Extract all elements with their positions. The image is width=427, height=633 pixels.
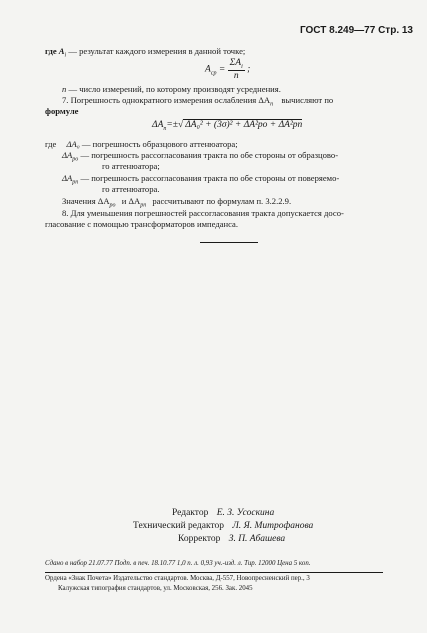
line-count-definition: n — число измерений, по которому производят усреднения. — [62, 84, 281, 94]
imprint-printer: Калужская типография стандартов, ул. Московская, 256. Зак. 2045 — [58, 585, 253, 592]
line-paragraph-8-cont: гласование с помощью трансформаторов импеданса. — [45, 219, 238, 229]
line-reference-attenuator-error: где ΔA₀ — погрешность образцового аттенюатора; — [45, 139, 238, 149]
line-paragraph-7: 7. Погрешность однократного измерения ослабления $\Delta A_п$ вычисляют по — [62, 95, 334, 108]
line-result-definition: где $A_i$ — результат каждого измерения в данной точке; — [45, 46, 246, 59]
page-header: ГОСТ 8.249—77 Стр. 13 — [299, 25, 413, 36]
section-divider — [200, 242, 258, 243]
formula-mean: $A_{ср}$ = $\frac{\Sigma A_i}{n}$ ; — [205, 58, 251, 81]
credit-proofreader: Корректор З. П. Абашева — [178, 534, 286, 544]
imprint-print-data: Сдано в набор 21.07.77 Подп. в печ. 18.10.77 1,0 п. л. 0,93 уч.-изд. л. Тир. 12000 Цена 5 коп. — [45, 560, 311, 567]
line-mismatch-tested-cont: го аттенюатора. — [102, 184, 160, 194]
line-paragraph-8: 8. Для уменьшения погрешностей рассогласования тракта допускается досо- — [62, 208, 344, 218]
credit-editor: Редактор Е. З. Усоскина — [172, 508, 275, 518]
line-mismatch-reference-cont: го аттенюатора; — [102, 161, 160, 171]
formula-error: $\Delta A_п=\pm√$ ΔA₀² + (3σ)² + ΔA²ро + ΔA²рп — [152, 120, 303, 132]
line-values-reference: Значения $\Delta A_{ро}$ и $\Delta A_{рп}$ рассчитывают по формулам п. 3.2.2.9. — [62, 196, 292, 209]
line-formula-word: формуле — [45, 106, 79, 116]
line-mismatch-tested: $\Delta A_{рп}$ — погрешность рассогласования тракта по обе стороны от поверяемо- — [62, 173, 340, 186]
imprint-publisher: Ордена «Знак Почета» Издательство стандартов. Москва, Д-557, Новопресненский пер., 3 — [45, 575, 310, 582]
imprint-rule — [45, 572, 383, 573]
credit-tech-editor: Технический редактор Л. Я. Митрофанова — [133, 521, 314, 531]
line-mismatch-reference: $\Delta A_{ро}$ — погрешность рассогласования тракта по обе стороны от образцово- — [62, 150, 339, 163]
